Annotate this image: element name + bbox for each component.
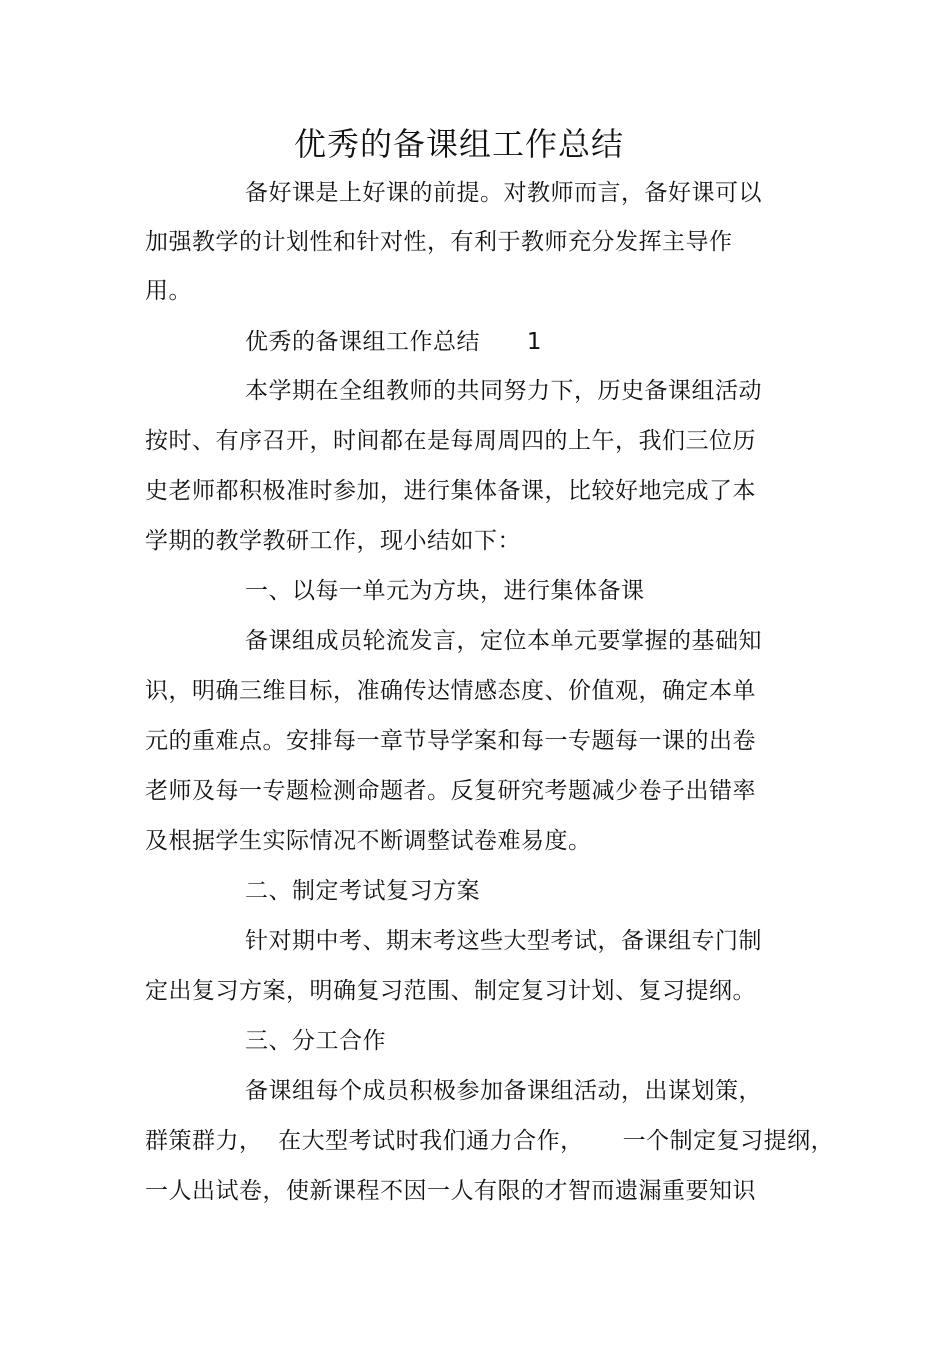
paragraph-line: 备课组每个成员积极参加备课组活动，出谋划策，	[245, 1078, 762, 1104]
paragraph-line: 元的重难点。安排每一章节导学案和每一专题每一课的出卷	[145, 728, 756, 754]
section-heading: 三、分工合作	[245, 1028, 386, 1054]
paragraph-line: 加强教学的计划性和针对性，有利于教师充分发挥主导作	[145, 229, 733, 255]
paragraph-line: 定出复习方案，明确复习范围、制定复习计划、复习提纲。	[145, 978, 756, 1004]
paragraph-line: 针对期中考、期末考这些大型考试，备课组专门制	[245, 928, 762, 954]
paragraph-line: 本学期在全组教师的共同努力下，历史备课组活动	[245, 378, 762, 404]
document-title: 优秀的备课组工作总结	[293, 125, 624, 163]
paragraph-line: 群策群力， 在大型考试时我们通力合作， 一个制定复习提纲，	[145, 1128, 835, 1154]
paragraph-line: 老师及每一专题检测命题者。反复研究考题减少卷子出错率	[145, 778, 756, 804]
paragraph-line: 按时、有序召开，时间都在是每周周四的上午，我们三位历	[145, 428, 756, 454]
paragraph-line: 识，明确三维目标，准确传达情感态度、价值观，确定本单	[145, 678, 756, 704]
section-heading: 优秀的备课组工作总结 1	[245, 329, 542, 355]
paragraph-line: 用。	[145, 278, 192, 304]
section-heading: 一、以每一单元为方块，进行集体备课	[245, 578, 645, 604]
paragraph-line: 备课组成员轮流发言，定位本单元要掌握的基础知	[245, 628, 762, 654]
paragraph-line: 备好课是上好课的前提。对教师而言，备好课可以	[245, 180, 762, 206]
paragraph-line: 一人出试卷，使新课程不因一人有限的才智而遗漏重要知识	[145, 1178, 756, 1204]
paragraph-line: 及根据学生实际情况不断调整试卷难易度。	[145, 828, 592, 854]
paragraph-line: 学期的教学教研工作，现小结如下：	[145, 528, 521, 554]
paragraph-line: 史老师都积极准时参加，进行集体备课，比较好地完成了本	[145, 478, 756, 504]
section-heading: 二、制定考试复习方案	[245, 878, 480, 904]
